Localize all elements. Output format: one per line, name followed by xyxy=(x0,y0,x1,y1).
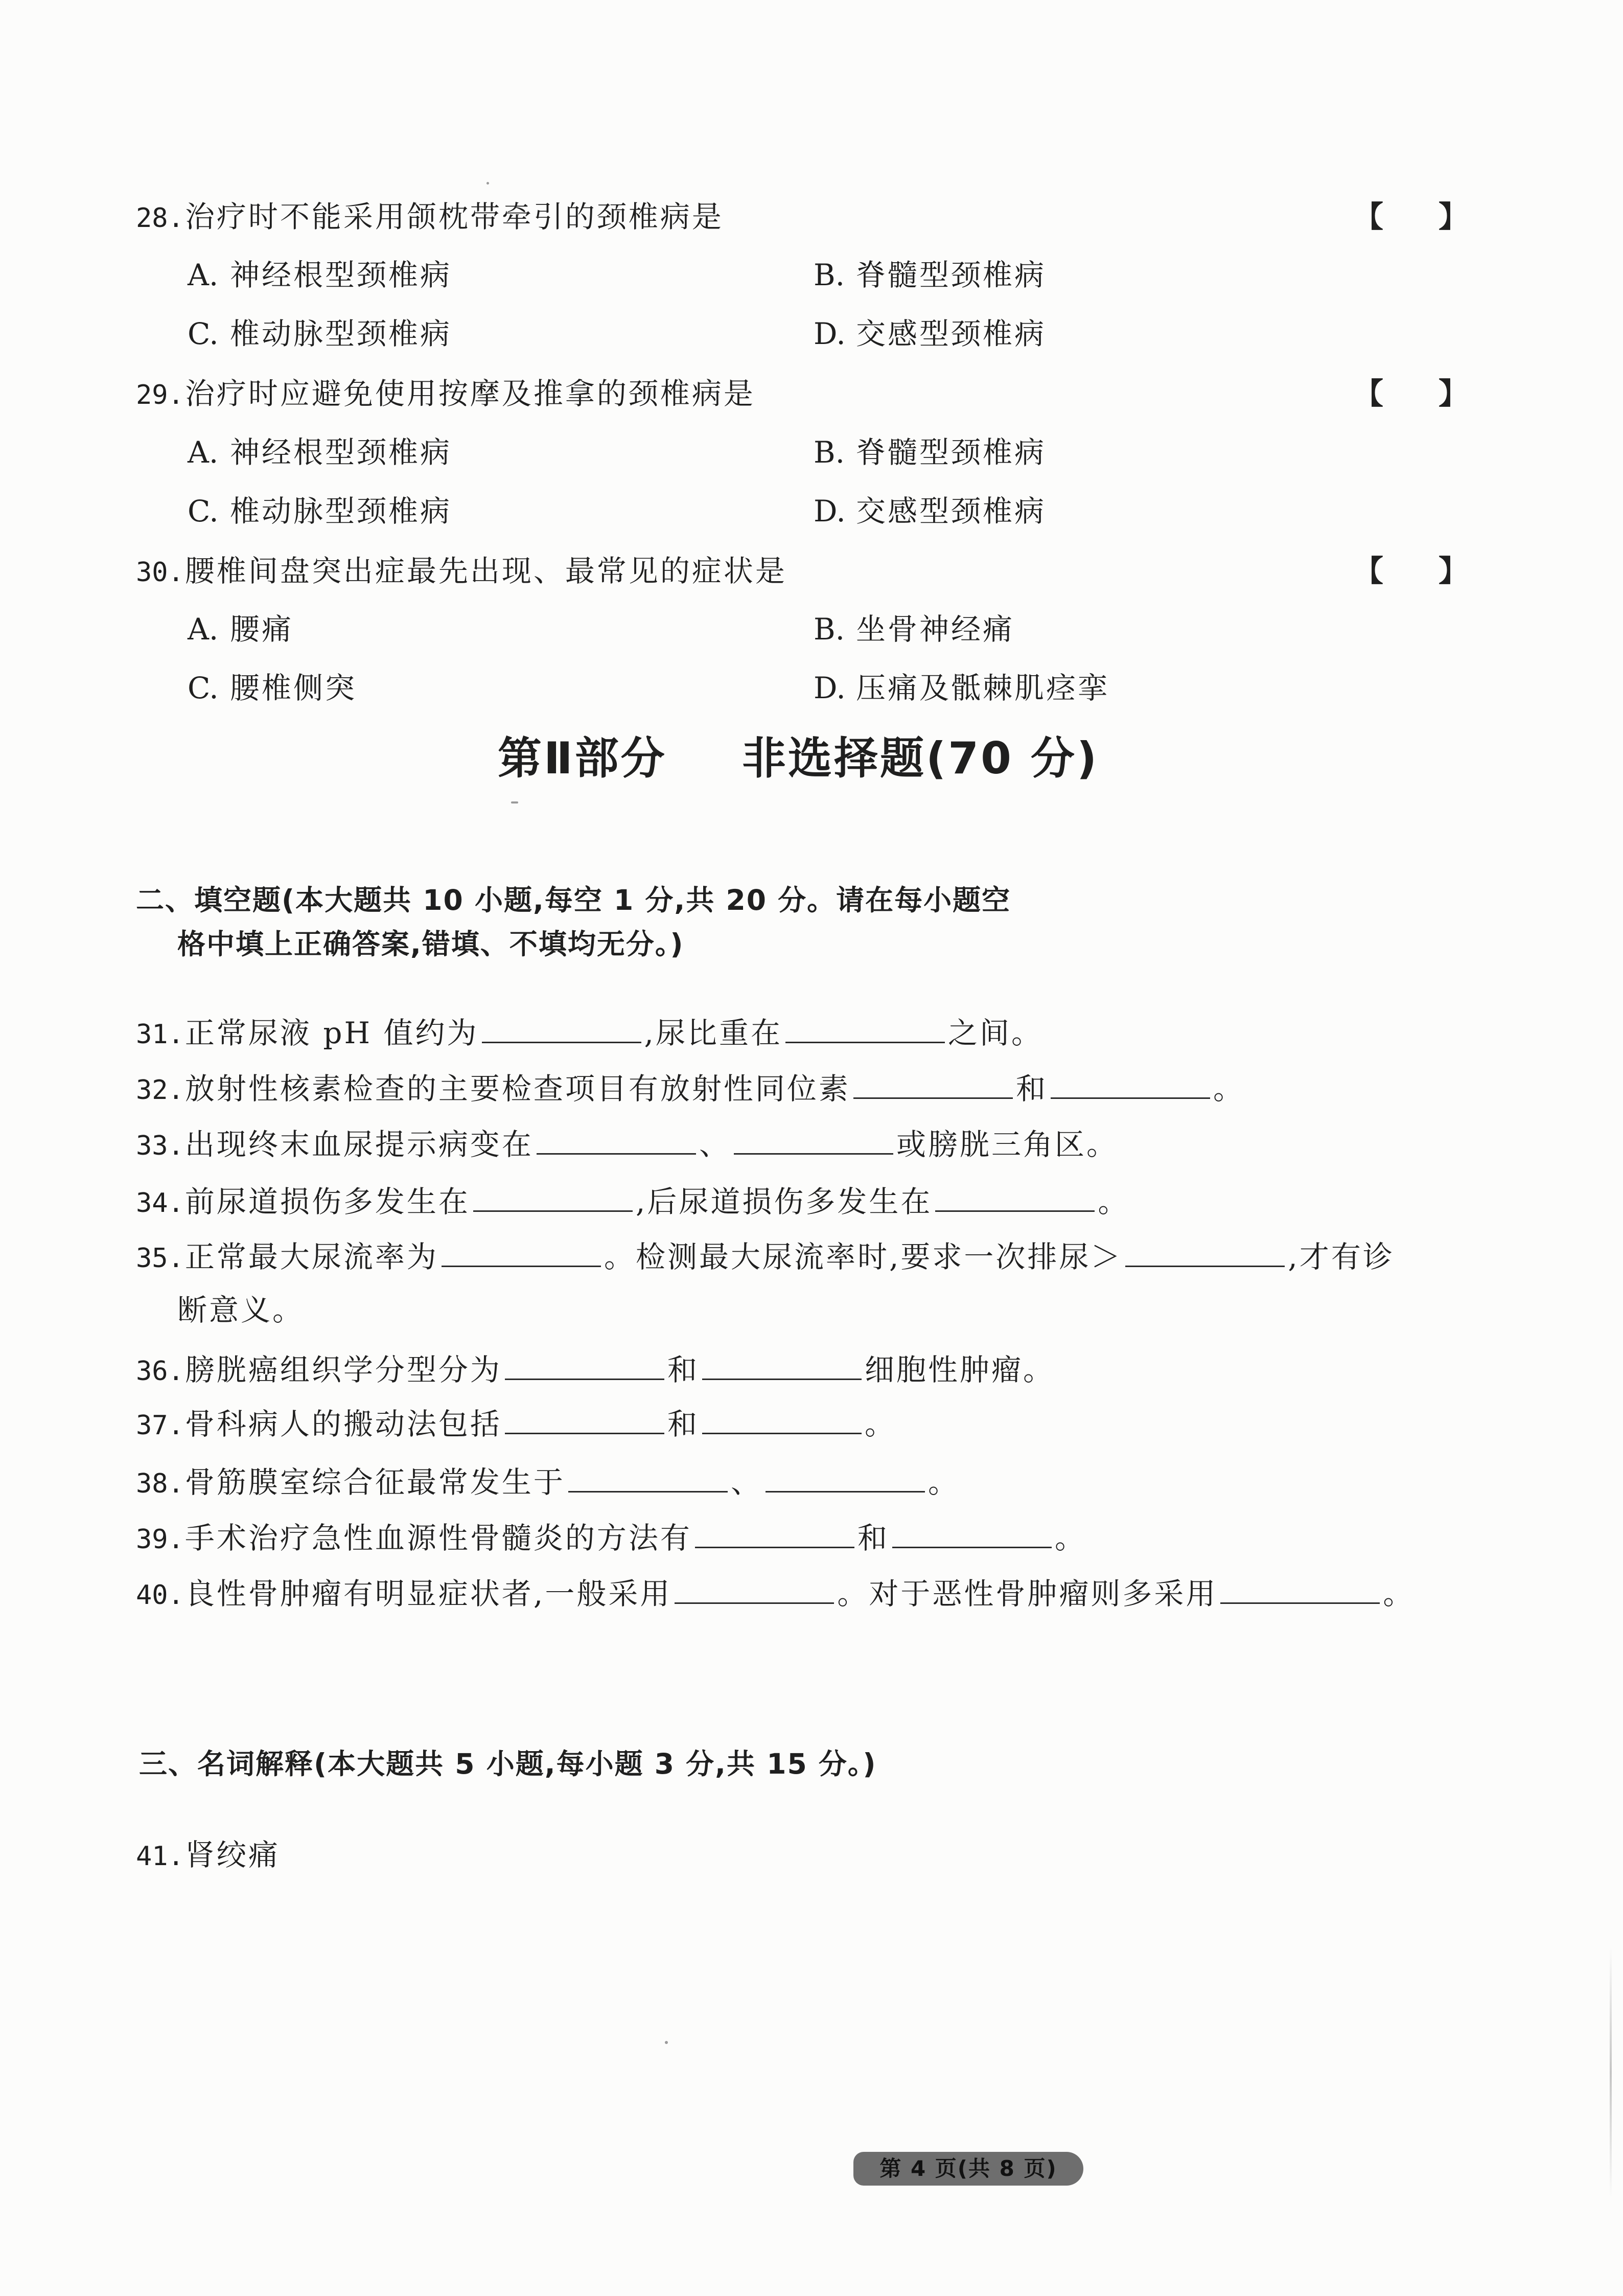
fill-question-38 xyxy=(136,1466,960,1499)
question-text: 正常尿液 pH 值约为 xyxy=(184,1016,479,1050)
option-text: 神经根型颈椎病 xyxy=(230,435,452,470)
option-text: 脊髓型颈椎病 xyxy=(856,435,1047,470)
question-number: 30. xyxy=(136,557,184,588)
scan-speck xyxy=(665,2041,668,2044)
question-number: 39. xyxy=(136,1524,184,1555)
answer-blank xyxy=(568,1466,728,1493)
option-label: D. xyxy=(814,494,846,529)
option-a xyxy=(188,612,294,647)
answer-bracket-close: 】 xyxy=(1439,554,1469,588)
fill-section-heading-line2: 格中填上正确答案,错填、不填均无分。) xyxy=(177,928,684,960)
answer-blank xyxy=(505,1354,664,1380)
question-stem-text: 腰椎间盘突出症最先出现、最常见的症状是 xyxy=(184,554,787,588)
question-text: 、 xyxy=(730,1465,762,1500)
question-text: ,后尿道损伤多发生在 xyxy=(635,1184,933,1219)
option-c xyxy=(188,316,452,351)
fill-question-39 xyxy=(136,1522,1086,1554)
option-label: B. xyxy=(814,258,845,292)
question-number: 28. xyxy=(136,203,184,234)
question-text: 出现终末血尿提示病变在 xyxy=(184,1127,534,1162)
question-text: 膀胱癌组织学分型分为 xyxy=(184,1352,502,1387)
option-text: 压痛及骶棘肌痉挛 xyxy=(856,671,1110,705)
answer-blank xyxy=(537,1129,696,1155)
option-label: D. xyxy=(814,316,846,351)
question-number: 32. xyxy=(136,1075,184,1106)
fill-question-40 xyxy=(136,1578,1415,1610)
option-label: A. xyxy=(188,258,219,292)
fill-question-36 xyxy=(136,1354,1055,1386)
answer-blank xyxy=(785,1017,945,1043)
part-two-title-right: 非选择题(70 分) xyxy=(742,733,1099,784)
question-text: 正常最大尿流率为 xyxy=(184,1239,438,1274)
question-text: 。 xyxy=(928,1465,960,1500)
option-text: 神经根型颈椎病 xyxy=(230,258,452,292)
scan-speck xyxy=(511,801,518,803)
answer-blank xyxy=(702,1408,862,1434)
question-number: 41. xyxy=(136,1841,184,1872)
answer-blank xyxy=(505,1408,664,1434)
question-text: 良性骨肿瘤有明显症状者,一般采用 xyxy=(184,1576,672,1611)
question-number: 38. xyxy=(136,1468,184,1499)
question-text: 之间。 xyxy=(947,1016,1043,1050)
answer-blank xyxy=(695,1522,854,1548)
answer-blank xyxy=(766,1466,925,1493)
answer-bracket-open: 【 xyxy=(1354,199,1384,234)
option-label: B. xyxy=(814,435,845,470)
answer-blank xyxy=(442,1241,601,1267)
question-text: 。 xyxy=(1098,1184,1130,1219)
option-text: 腰痛 xyxy=(230,612,294,647)
scan-edge-shadow xyxy=(1610,1947,1612,2198)
answer-blank xyxy=(675,1578,834,1604)
option-text: 脊髓型颈椎病 xyxy=(856,258,1047,292)
question-number: 37. xyxy=(136,1410,184,1441)
question-text: 骨科病人的搬动法包括 xyxy=(184,1407,502,1441)
question-number: 40. xyxy=(136,1580,184,1611)
question-text: 手术治疗急性血源性骨髓炎的方法有 xyxy=(184,1521,692,1555)
fill-section-heading-line1: 二、填空题(本大题共 10 小题,每空 1 分,共 20 分。请在每小题空 xyxy=(136,884,1011,916)
answer-bracket-open: 【 xyxy=(1354,554,1384,588)
answer-blank xyxy=(935,1186,1095,1212)
question-text: 骨筋膜室综合征最常发生于 xyxy=(184,1465,565,1500)
question-29-stem xyxy=(136,376,755,411)
question-text: 。 xyxy=(1054,1521,1086,1555)
fill-question-31 xyxy=(136,1017,1043,1049)
option-a xyxy=(188,435,452,470)
question-text: 放射性核素检查的主要检查项目有放射性同位素 xyxy=(184,1071,850,1106)
question-number: 29. xyxy=(136,380,184,410)
answer-blank xyxy=(473,1186,633,1212)
answer-bracket-open: 【 xyxy=(1354,376,1384,411)
option-text: 腰椎侧突 xyxy=(230,671,357,705)
option-label: D. xyxy=(814,671,846,705)
question-number: 36. xyxy=(136,1356,184,1387)
fill-question-37 xyxy=(136,1408,896,1440)
option-b xyxy=(814,435,1047,470)
option-label: B. xyxy=(814,612,845,647)
option-text: 坐骨神经痛 xyxy=(856,612,1015,647)
part-two-title-left: 第Ⅱ部分 xyxy=(498,733,667,784)
question-stem-text: 治疗时应避免使用按摩及推拿的颈椎病是 xyxy=(184,376,755,411)
option-label: C. xyxy=(188,494,219,529)
option-c xyxy=(188,494,452,529)
answer-blank xyxy=(702,1354,862,1380)
answer-bracket-close: 】 xyxy=(1439,376,1469,411)
question-text: 。对于恶性骨肿瘤则多采用 xyxy=(837,1576,1218,1611)
question-number: 35. xyxy=(136,1243,184,1274)
question-number: 31. xyxy=(136,1019,184,1050)
answer-blank xyxy=(734,1129,893,1155)
fill-question-34 xyxy=(136,1186,1129,1218)
question-text: 和 xyxy=(667,1352,699,1387)
option-text: 交感型颈椎病 xyxy=(856,316,1047,351)
question-text: 细胞性肿瘤。 xyxy=(864,1352,1055,1387)
question-text: ,尿比重在 xyxy=(644,1016,782,1050)
option-d xyxy=(814,494,1047,529)
question-text: 。 xyxy=(864,1407,896,1441)
fill-question-35 xyxy=(136,1241,1395,1273)
question-text: 、 xyxy=(699,1127,731,1162)
question-stem-text: 治疗时不能采用颌枕带牵引的颈椎病是 xyxy=(184,199,724,234)
option-a xyxy=(188,260,452,290)
fill-question-33 xyxy=(136,1129,1118,1161)
option-label: A. xyxy=(188,612,219,647)
question-text: 和 xyxy=(857,1521,889,1555)
option-label: A. xyxy=(188,435,219,470)
answer-blank xyxy=(892,1522,1052,1548)
question-number: 33. xyxy=(136,1131,184,1161)
question-text: 和 xyxy=(1015,1071,1048,1106)
terms-section-heading: 三、名词解释(本大题共 5 小题,每小题 3 分,共 15 分。) xyxy=(139,1748,877,1780)
option-b xyxy=(814,260,1046,290)
option-label: C. xyxy=(188,316,219,351)
option-label: C. xyxy=(188,671,219,705)
option-text: 交感型颈椎病 xyxy=(856,494,1047,529)
answer-blank xyxy=(853,1073,1013,1099)
question-number: 34. xyxy=(136,1188,184,1219)
question-text: 。 xyxy=(1213,1071,1245,1106)
question-28-stem xyxy=(136,199,724,234)
answer-blank xyxy=(1220,1578,1380,1604)
question-text: 肾绞痛 xyxy=(184,1838,280,1872)
fill-question-32 xyxy=(136,1073,1245,1105)
page-number-badge: 第 4 页(共 8 页) xyxy=(853,2152,1083,2186)
answer-blank xyxy=(1051,1073,1210,1099)
question-text: 和 xyxy=(667,1407,699,1441)
fill-question-35-continuation: 断意义。 xyxy=(177,1293,305,1327)
answer-blank xyxy=(1125,1241,1285,1267)
option-text: 椎动脉型颈椎病 xyxy=(230,494,452,529)
scan-speck xyxy=(486,182,489,185)
question-text: 。 xyxy=(1383,1576,1415,1611)
question-text: 前尿道损伤多发生在 xyxy=(184,1184,470,1219)
option-d xyxy=(814,316,1047,351)
answer-blank xyxy=(482,1017,641,1043)
question-text: 或膀胱三角区。 xyxy=(896,1127,1118,1162)
answer-bracket-close: 】 xyxy=(1439,199,1469,234)
question-text: ,才有诊 xyxy=(1288,1239,1395,1274)
question-30-stem xyxy=(136,556,787,587)
option-b xyxy=(814,612,1015,647)
option-d xyxy=(814,673,1109,703)
option-text: 椎动脉型颈椎病 xyxy=(230,316,452,351)
term-question-41 xyxy=(136,1840,280,1871)
question-text: 。检测最大尿流率时,要求一次排尿＞ xyxy=(604,1239,1123,1274)
option-c xyxy=(188,673,357,703)
